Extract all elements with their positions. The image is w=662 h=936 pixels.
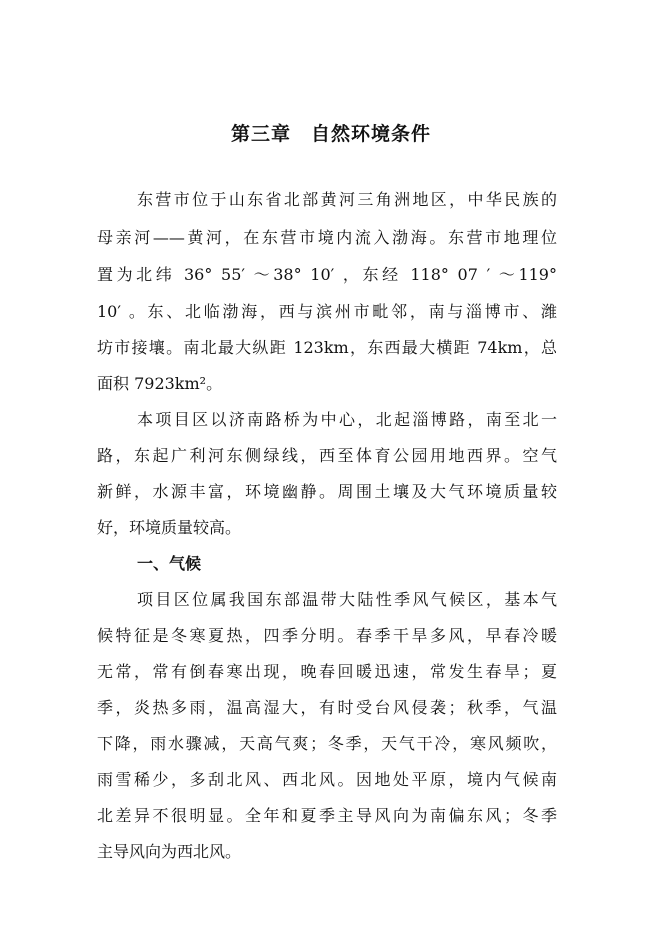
paragraph-line: 北差异不很明显。全年和夏季主导风向为南偏东风；冬季: [97, 806, 557, 825]
paragraph-line: 置为北纬 36° 55′ ～38° 10′ ，东经 118° 07 ′ ～119°: [97, 265, 557, 284]
paragraph-line: 新鲜，水源丰富，环境幽静。周围土壤及大气环境质量较: [97, 482, 557, 501]
paragraph-line: 面积 7923km²。: [97, 374, 223, 393]
paragraph-line: 东营市位于山东省北部黄河三角洲地区，中华民族的: [137, 190, 557, 209]
paragraph-line: 好，环境质量较高。: [97, 518, 242, 537]
paragraph-line: 季，炎热多雨，温高湿大，有时受台风侵袭；秋季，气温: [97, 698, 557, 717]
section-heading: 一、气候: [137, 554, 202, 573]
paragraph-line: 母亲河——黄河，在东营市境内流入渤海。东营市地理位: [97, 228, 557, 247]
paragraph-line: 下降，雨水骤减，天高气爽；冬季，天气干冷，寒风频吹，: [97, 734, 557, 753]
paragraph-line: 无常，常有倒春寒出现，晚春回暖迅速，常发生春旱；夏: [97, 662, 557, 681]
chapter-title: 第三章 自然环境条件: [230, 123, 431, 145]
paragraph-line: 路，东起广利河东侧绿线，西至体育公园用地西界。空气: [97, 446, 557, 465]
paragraph-line: 项目区位属我国东部温带大陆性季风气候区，基本气: [137, 590, 557, 609]
paragraph-line: 主导风向为西北风。: [97, 842, 242, 861]
paragraph-line: 10′ 。东、北临渤海，西与滨州市毗邻，南与淄博市、潍: [97, 302, 557, 321]
paragraph-line: 候特征是冬寒夏热，四季分明。春季干旱多风，早春冷暖: [97, 626, 557, 645]
paragraph-line: 本项目区以济南路桥为中心，北起淄博路，南至北一: [137, 410, 557, 429]
paragraph-line: 雨雪稀少，多刮北风、西北风。因地处平原，境内气候南: [97, 770, 557, 789]
paragraph-line: 坊市接壤。南北最大纵距 123km，东西最大横距 74km，总: [97, 338, 557, 357]
